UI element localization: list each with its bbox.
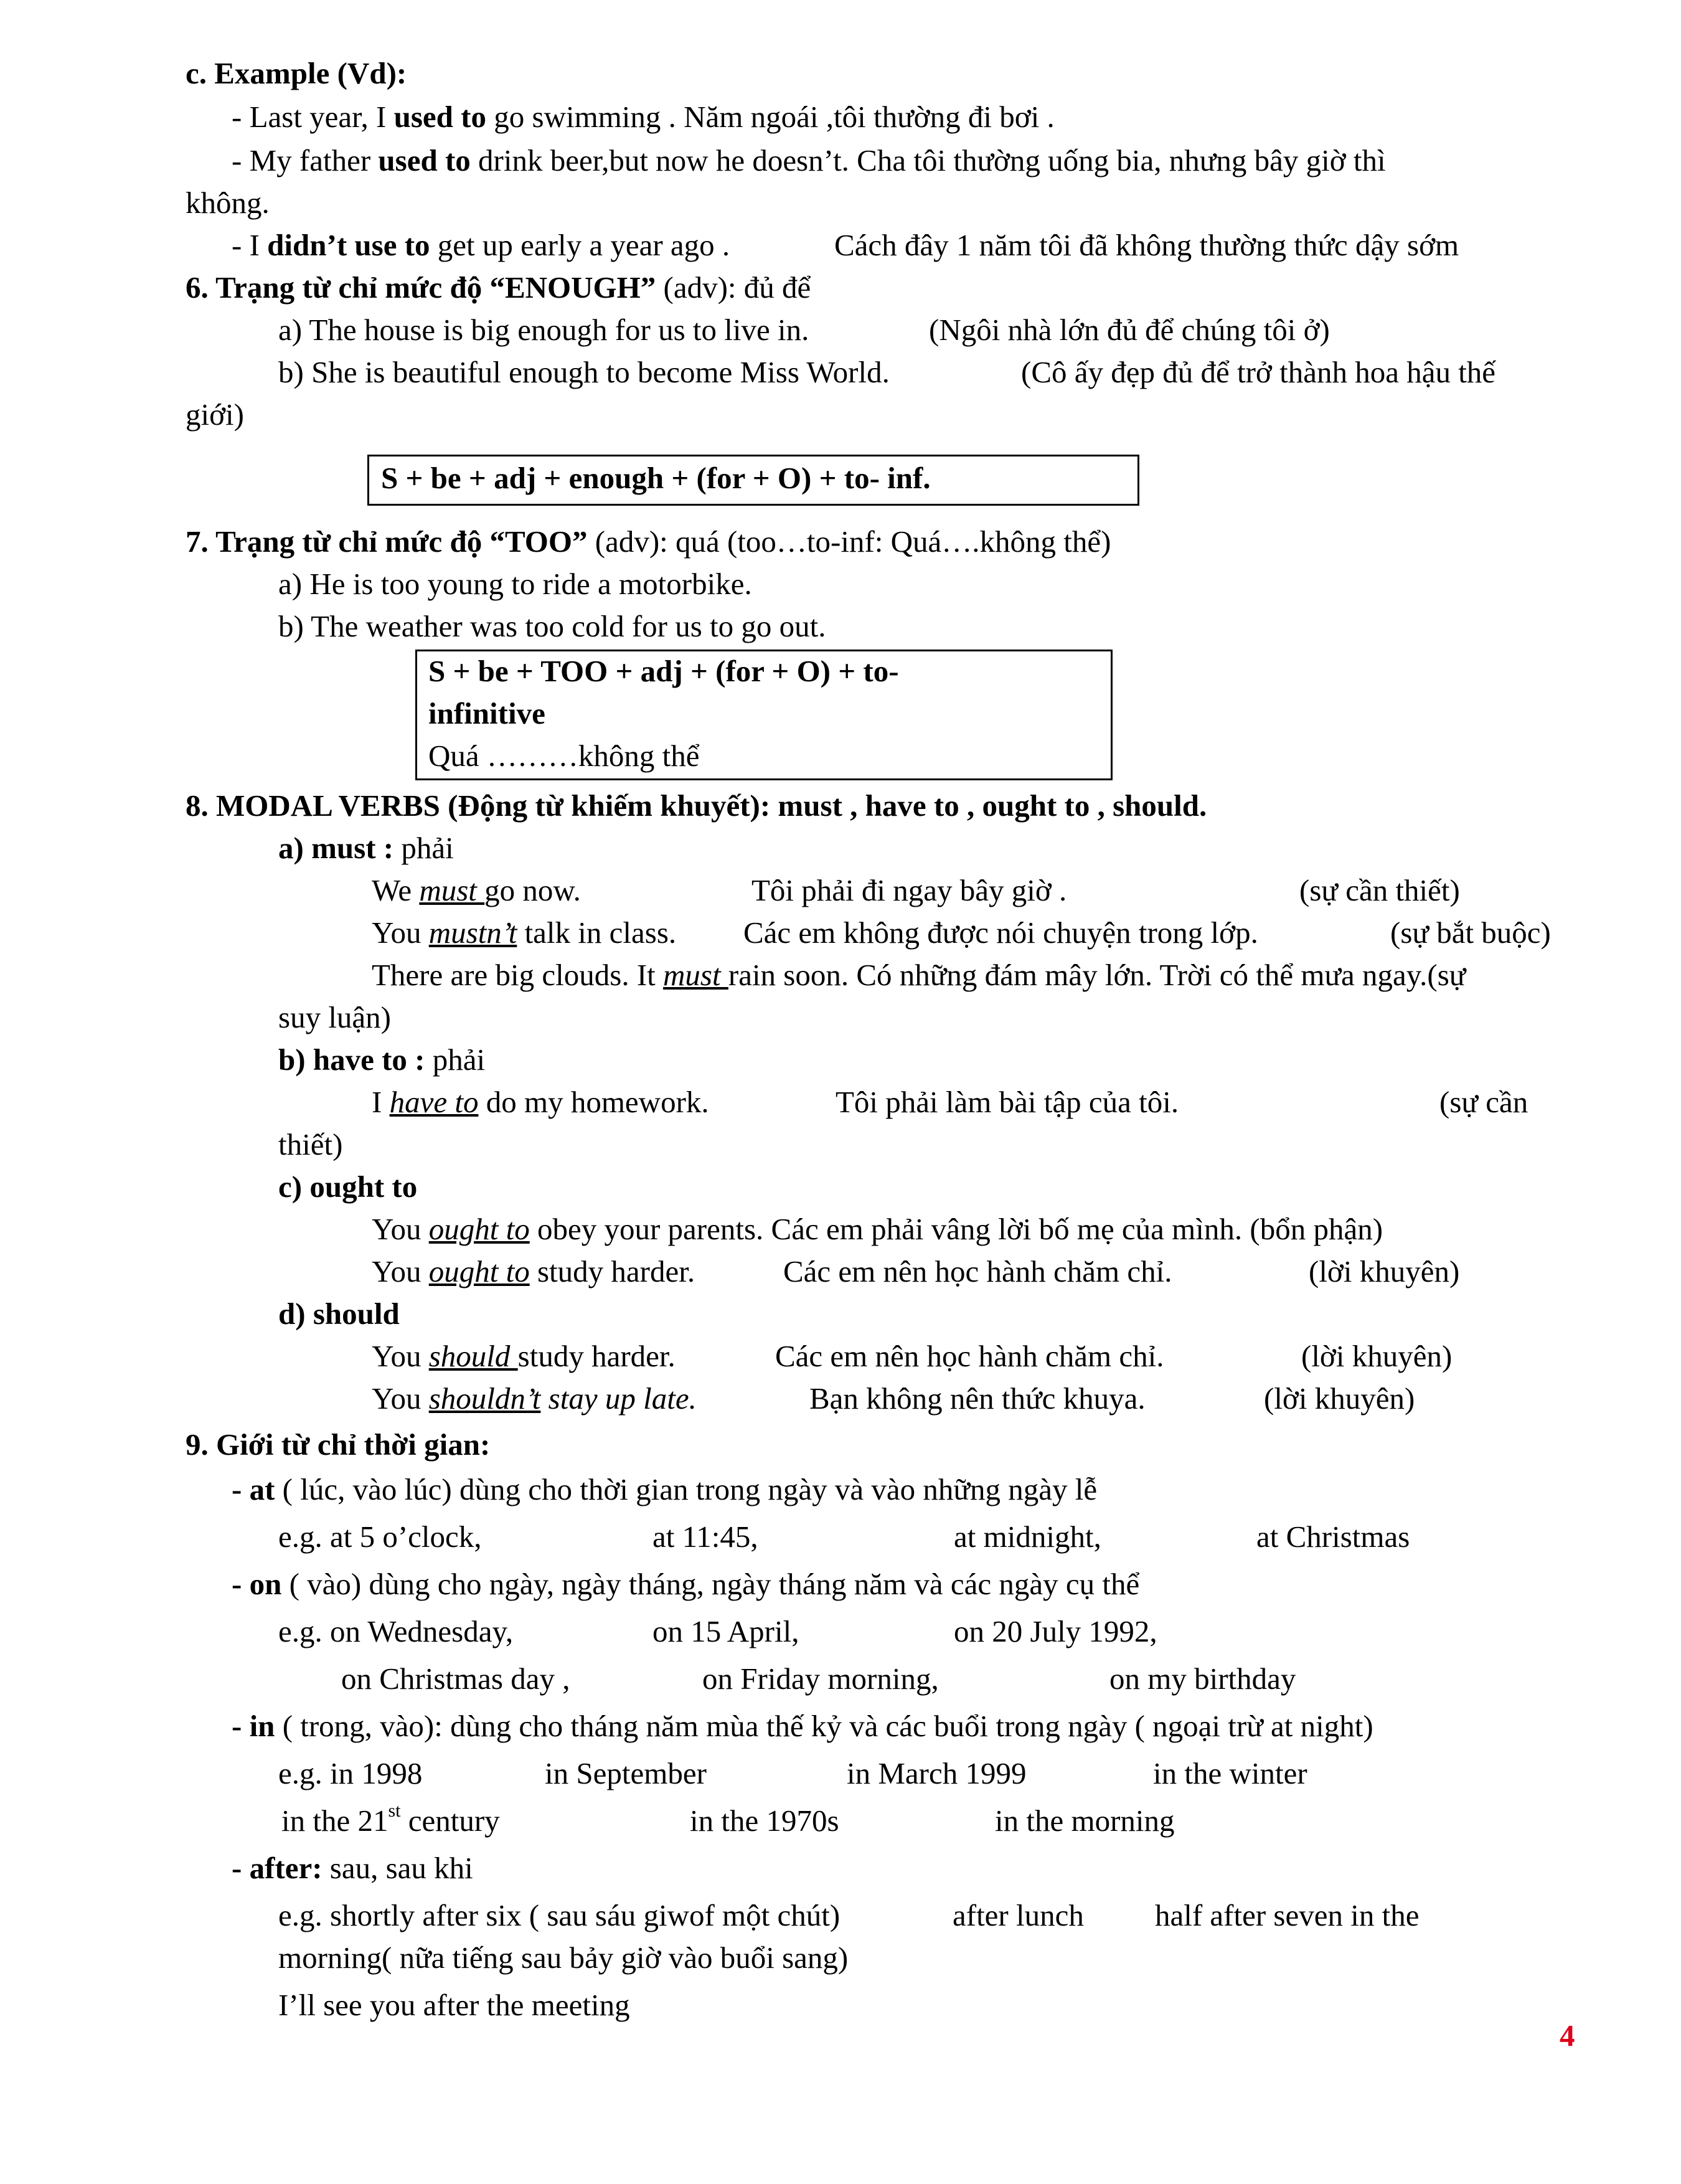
- page-number: 4: [1560, 2018, 1575, 2053]
- prep-at-example: e.g. at 5 o’clock,: [278, 1520, 482, 1554]
- prep-in-example: in the winter: [1153, 1756, 1307, 1790]
- prep-on-example: on my birthday: [1109, 1662, 1296, 1696]
- example-line-3-vi: Cách đây 1 năm tôi đã không thường thức dậy sớm: [834, 228, 1459, 262]
- prep-after-example: half after seven in the: [1155, 1898, 1420, 1932]
- section-6-example-a-vi: (Ngôi nhà lớn đủ để chúng tôi ở): [929, 313, 1330, 347]
- prep-after-example: after lunch: [953, 1898, 1084, 1932]
- ought-to-example-1: You ought to obey your parents. Các em phải vâng lời bố mẹ của mình. (bổn phận): [372, 1212, 1383, 1246]
- prep-after-example: e.g. shortly after six ( sau sáu giwof một chút): [278, 1898, 840, 1932]
- prep-after-example: morning( nữa tiếng sau bảy giờ vào buổi sang): [278, 1941, 849, 1975]
- must-example-3-cont: suy luận): [278, 1000, 391, 1034]
- prep-in-example: in the 1970s: [690, 1803, 839, 1838]
- prep-at-example: at Christmas: [1256, 1520, 1410, 1554]
- prep-after-rule: - after: sau, sau khi: [232, 1851, 473, 1885]
- ought-to-example-2-note: (lời khuyên): [1309, 1254, 1460, 1288]
- example-line-2-cont: không.: [186, 186, 270, 220]
- prep-on-example: on 15 April,: [652, 1614, 799, 1648]
- prep-in-rule: - in ( trong, vào): dùng cho tháng năm mùa thế kỷ và các buổi trong ngày ( ngoại trừ at night): [232, 1709, 1373, 1743]
- should-example-1-vi: Các em nên học hành chăm chỉ.: [775, 1339, 1164, 1373]
- prep-in-example: in the 21st century: [281, 1800, 500, 1838]
- have-to-example-1-cont: thiết): [278, 1127, 343, 1161]
- must-example-2-note: (sự bắt buộc): [1390, 915, 1551, 950]
- section-8-heading: 8. MODAL VERBS (Động từ khiếm khuyết): must , have to , ought to , should.: [186, 788, 1207, 823]
- prep-in-example: in September: [545, 1756, 707, 1790]
- modal-should-label: d) should: [278, 1297, 400, 1331]
- section-7-heading: 7. Trạng từ chỉ mức độ “TOO” (adv): quá (too…to-inf: Quá….không thể): [186, 524, 1111, 559]
- prep-at-rule: - at ( lúc, vào lúc) dùng cho thời gian trong ngày và vào những ngày lễ: [232, 1472, 1098, 1506]
- have-to-example-1: I have to do my homework.: [372, 1085, 709, 1119]
- should-example-2-note: (lời khuyên): [1264, 1381, 1415, 1416]
- prep-on-example: on Friday morning,: [702, 1662, 939, 1696]
- prep-in-example: in the morning: [995, 1803, 1175, 1838]
- prep-on-example: on 20 July 1992,: [954, 1614, 1157, 1648]
- prep-at-example: at 11:45,: [652, 1520, 758, 1554]
- too-formula-line-3: Quá ………không thể: [428, 739, 700, 773]
- section-6-example-a: a) The house is big enough for us to live in.: [278, 313, 809, 347]
- too-formula-line-2: infinitive: [428, 696, 545, 730]
- must-example-1-vi: Tôi phải đi ngay bây giờ .: [751, 873, 1067, 907]
- must-example-1-note: (sự cần thiết): [1299, 873, 1460, 907]
- modal-must-label: a) must : phải: [278, 831, 454, 865]
- prep-in-example: in March 1999: [847, 1756, 1027, 1790]
- prep-on-example: on Christmas day ,: [341, 1662, 570, 1696]
- too-formula-line-1: S + be + TOO + adj + (for + O) + to-: [428, 654, 899, 688]
- section-7-example-b: b) The weather was too cold for us to go out.: [278, 609, 826, 643]
- prep-in-example: e.g. in 1998: [278, 1756, 423, 1790]
- prep-after-example: I’ll see you after the meeting: [278, 1988, 630, 2022]
- section-6-heading: 6. Trạng từ chỉ mức độ “ENOUGH” (adv): đủ để: [186, 270, 811, 305]
- ought-to-example-2-vi: Các em nên học hành chăm chỉ.: [783, 1254, 1172, 1288]
- section-6-example-b: b) She is beautiful enough to become Miss World.: [278, 355, 890, 389]
- prep-on-example: e.g. on Wednesday,: [278, 1614, 514, 1648]
- example-heading: c. Example (Vd):: [186, 56, 407, 90]
- must-example-2: You mustn’t talk in class.: [372, 915, 677, 950]
- have-to-example-1-vi: Tôi phải làm bài tập của tôi.: [836, 1085, 1179, 1119]
- section-6-example-b-vi: (Cô ấy đẹp đủ để trở thành hoa hậu thế: [1021, 355, 1496, 389]
- example-line-1: - Last year, I used to go swimming . Năm ngoái ,tôi thường đi bơi .: [232, 100, 1055, 134]
- prep-at-example: at midnight,: [954, 1520, 1101, 1554]
- section-6-example-b-vi-cont: giới): [186, 397, 244, 432]
- must-example-3: There are big clouds. It must rain soon. Có những đám mây lớn. Trời có thể mưa ngay.(sự: [372, 958, 1466, 992]
- modal-ought-to-label: c) ought to: [278, 1170, 418, 1204]
- section-9-heading: 9. Giới từ chỉ thời gian:: [186, 1427, 491, 1462]
- example-line-2: - My father used to drink beer,but now he doesn’t. Cha tôi thường uống bia, nhưng bây giờ thì: [232, 143, 1386, 177]
- should-example-2-vi: Bạn không nên thức khuya.: [809, 1381, 1146, 1416]
- ought-to-example-2: You ought to study harder.: [372, 1254, 695, 1288]
- must-example-2-vi: Các em không được nói chuyện trong lớp.: [743, 915, 1258, 950]
- must-example-1: We must go now.: [372, 873, 581, 907]
- prep-on-rule: - on ( vào) dùng cho ngày, ngày tháng, ngày tháng năm và các ngày cụ thể: [232, 1567, 1140, 1601]
- should-example-2: You shouldn’t stay up late.: [372, 1381, 697, 1416]
- example-line-3: - I didn’t use to get up early a year ago .: [232, 228, 730, 262]
- have-to-example-1-note: (sự cần: [1439, 1085, 1528, 1119]
- enough-formula: S + be + adj + enough + (for + O) + to- inf.: [381, 461, 931, 495]
- section-7-example-a: a) He is too young to ride a motorbike.: [278, 567, 752, 601]
- modal-have-to-label: b) have to : phải: [278, 1042, 486, 1077]
- should-example-1: You should study harder.: [372, 1339, 676, 1373]
- should-example-1-note: (lời khuyên): [1301, 1339, 1453, 1373]
